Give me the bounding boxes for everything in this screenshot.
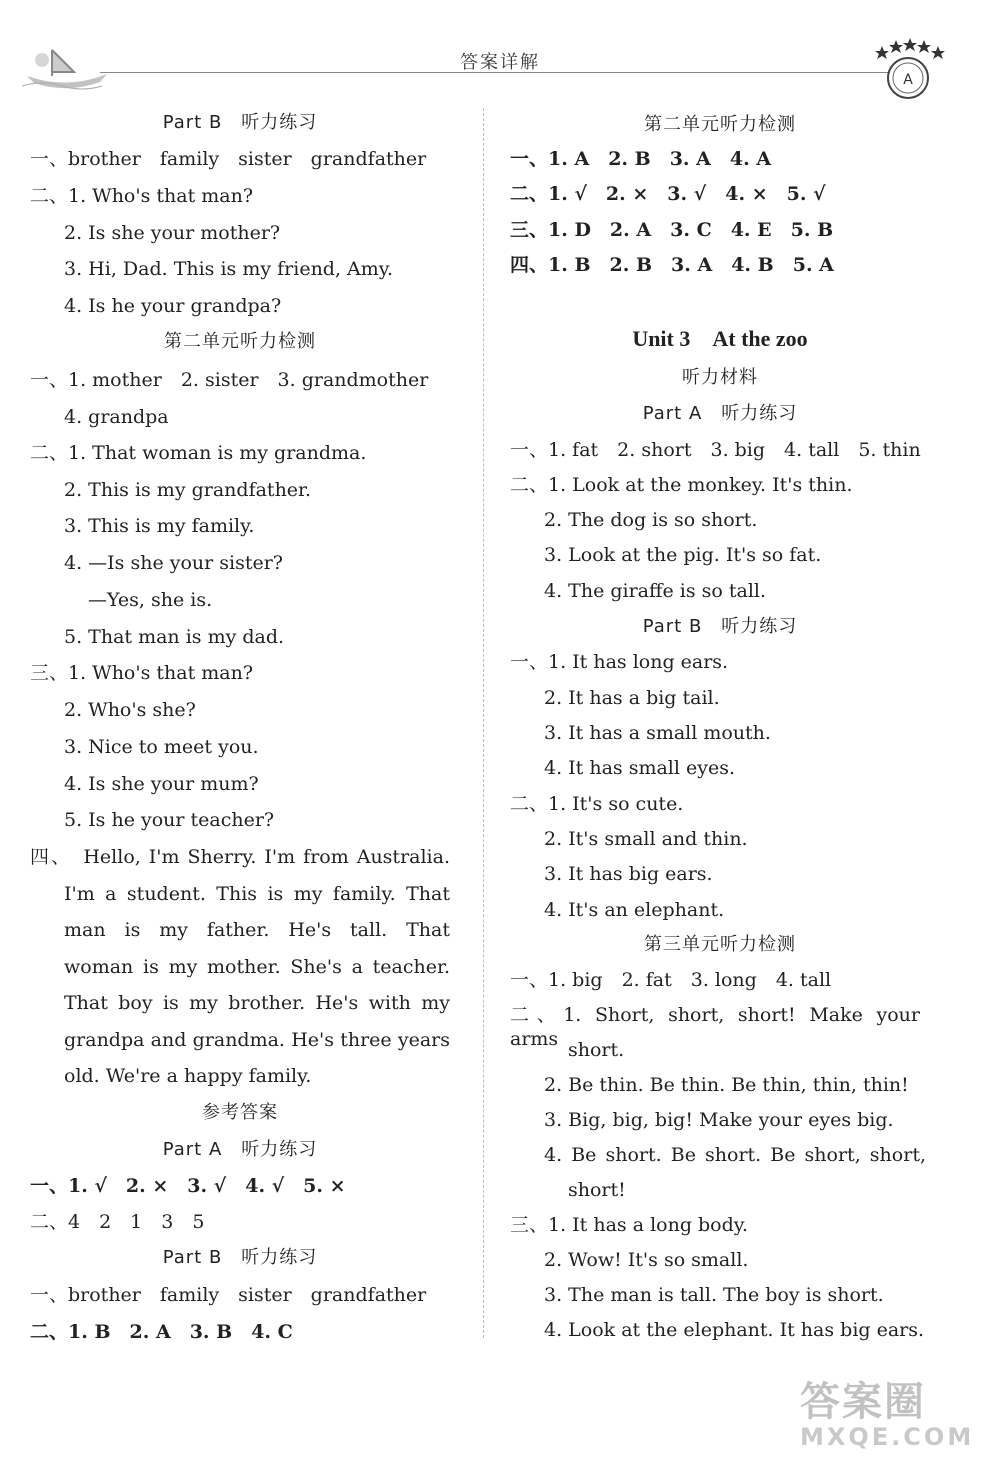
passage-line: grandpa and grandma. He's three years xyxy=(64,1029,450,1051)
answer-line: 3. Look at the pig. It's so fat. xyxy=(544,544,822,566)
star-badge-icon xyxy=(868,34,948,104)
passage-line: That boy is my brother. He's with my xyxy=(64,992,450,1014)
answer-line: 4. It has small eyes. xyxy=(544,757,736,779)
answer-line: 3. It has big ears. xyxy=(544,863,713,885)
answer-line: 二、1. It's so cute. xyxy=(510,793,684,815)
section-heading-part-a: Part A 听力练习 xyxy=(162,1139,318,1160)
answer-line: 四、1. B 2. B 3. A 4. B 5. A xyxy=(510,254,834,276)
answer-line: 一、1. fat 2. short 3. big 4. tall 5. thin xyxy=(510,439,921,461)
answer-line: 2. Is she your mother? xyxy=(64,222,281,244)
answer-line: 一、brother family sister grandfather xyxy=(30,148,427,170)
answer-line: 一、1. √ 2. × 3. √ 4. √ 5. × xyxy=(30,1175,346,1197)
answer-line: 3. This is my family. xyxy=(64,515,255,537)
answer-line: 二、1. Short, short, short! Make your arms xyxy=(510,1004,920,1050)
section-heading-unit2-test: 第二单元听力检测 xyxy=(164,331,316,352)
answer-line: 一、1. big 2. fat 3. long 4. tall xyxy=(510,969,832,991)
answer-line: 4. —Is she your sister? xyxy=(64,552,283,574)
answer-line: 4. grandpa xyxy=(64,406,169,428)
answer-line: 4. Is he your grandpa? xyxy=(64,295,282,317)
section-heading-part-b: Part B 听力练习 xyxy=(162,1247,318,1268)
unit-title: Unit 3 At the zoo xyxy=(632,326,808,351)
passage-line: man is my father. He's tall. That xyxy=(64,919,450,941)
section-heading-part-b: Part B 听力练习 xyxy=(162,112,318,133)
section-heading-part-a: Part A 听力练习 xyxy=(642,403,798,424)
answer-line: 二、1. That woman is my grandma. xyxy=(30,442,367,464)
watermark-text: 答案圈 xyxy=(800,1379,926,1425)
section-heading-listening-material: 听力材料 xyxy=(682,367,758,388)
answer-line: 5. Is he your teacher? xyxy=(64,809,275,831)
answer-line: 二、1. Who's that man? xyxy=(30,185,254,207)
answer-line: 三、1. It has a long body. xyxy=(510,1214,749,1236)
answer-line: 三、1. D 2. A 3. C 4. E 5. B xyxy=(510,219,834,241)
svg-text:A: A xyxy=(903,72,913,88)
answer-line: 4. The giraffe is so tall. xyxy=(544,580,767,602)
header-title: 答案详解 xyxy=(460,52,540,73)
answer-line: 三、1. Who's that man? xyxy=(30,662,254,684)
section-heading-answers: 参考答案 xyxy=(202,1102,278,1123)
watermark-logo xyxy=(800,1370,995,1455)
answer-line: short. xyxy=(568,1039,625,1061)
answer-line: 3. Big, big, big! Make your eyes big. xyxy=(544,1109,894,1131)
answer-line: 2. Be thin. Be thin. Be thin, thin, thin! xyxy=(544,1074,909,1096)
answer-line: 2. Wow! It's so small. xyxy=(544,1249,749,1271)
answer-line: 2. This is my grandfather. xyxy=(64,479,312,501)
watermark-url: MXQE.COM xyxy=(800,1423,975,1451)
passage-line: 四、 Hello, I'm Sherry. I'm from Australia. xyxy=(30,846,450,868)
answer-line: 3. It has a small mouth. xyxy=(544,722,771,744)
answer-line: 一、1. It has long ears. xyxy=(510,651,729,673)
section-heading-unit2-test: 第二单元听力检测 xyxy=(644,114,796,135)
answer-line: 一、1. A 2. B 3. A 4. A xyxy=(510,148,772,170)
answer-line: 2. It has a big tail. xyxy=(544,687,720,709)
page-header xyxy=(0,0,1000,110)
answer-line: 二、4 2 1 3 5 xyxy=(30,1211,205,1233)
answer-line: 2. It's small and thin. xyxy=(544,828,748,850)
answer-line: 3. Nice to meet you. xyxy=(64,736,259,758)
section-heading-unit3-test: 第三单元听力检测 xyxy=(644,934,796,955)
passage-line: old. We're a happy family. xyxy=(64,1065,312,1087)
answer-line: 4. Be short. Be short. Be short, short, xyxy=(544,1144,926,1166)
answer-line: 4. Look at the elephant. It has big ears. xyxy=(544,1319,925,1341)
answer-line: 4. Is she your mum? xyxy=(64,773,259,795)
answer-line: 二、1. B 2. A 3. B 4. C xyxy=(30,1321,293,1343)
answer-line: 4. It's an elephant. xyxy=(544,899,725,921)
answer-line: 一、1. mother 2. sister 3. grandmother xyxy=(30,369,429,391)
passage-line: I'm a student. This is my family. That xyxy=(64,883,450,905)
answer-line: —Yes, she is. xyxy=(88,589,213,611)
answer-line: 3. Hi, Dad. This is my friend, Amy. xyxy=(64,258,394,280)
answer-line: 3. The man is tall. The boy is short. xyxy=(544,1284,884,1306)
answer-line: 2. Who's she? xyxy=(64,699,196,721)
answer-line: short! xyxy=(568,1179,626,1201)
section-heading-part-b: Part B 听力练习 xyxy=(642,616,798,637)
answer-line: 一、brother family sister grandfather xyxy=(30,1284,427,1306)
answer-line: 二、1. Look at the monkey. It's thin. xyxy=(510,474,853,496)
answer-line: 2. The dog is so short. xyxy=(544,509,758,531)
header-rule xyxy=(100,72,890,73)
passage-line: woman is my mother. She's a teacher. xyxy=(64,956,450,978)
answer-line: 5. That man is my dad. xyxy=(64,626,285,648)
answer-line: 二、1. √ 2. × 3. √ 4. × 5. √ xyxy=(510,183,826,205)
column-divider xyxy=(483,108,484,1338)
